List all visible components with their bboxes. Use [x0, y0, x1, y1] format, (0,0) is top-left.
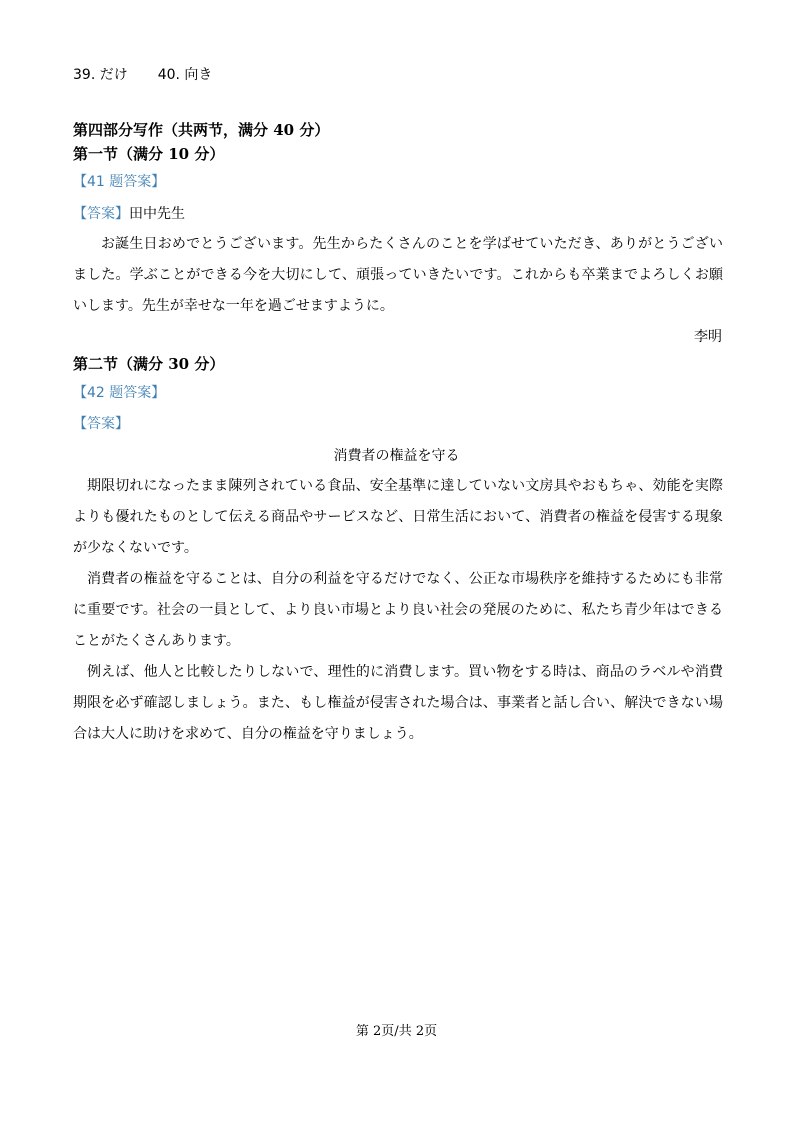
essay-paragraph-1: 期限切れになったまま陳列されている食品、安全基準に達していない文房具やおもちゃ、効能を実際よりも優れたものとして伝える商品やサービスなど、日常生活において、消費者の権益を侵害する現象が少なくないです。 [73, 478, 723, 556]
answer-label: 【答案】 [73, 206, 129, 222]
section2-title: 第二节（满分 30 分） [73, 355, 225, 373]
page-number: 第 2页/共 2页 [355, 1024, 438, 1039]
answer41-row [73, 204, 185, 224]
essay-paragraph-2: 消費者の権益を守ることは、自分の利益を守るだけでなく、公正な市場秩序を維持するためにも非常に重要です。社会の一員として、より良い市場とより良い社会の発展のために、私たち青少年はできることがたくさんあります。 [73, 571, 723, 649]
answer42-label: 【答案】 [73, 416, 129, 432]
answer-39: 39. だけ [73, 67, 128, 83]
essay-title: 消費者の権益を守る [333, 448, 460, 464]
question42-label: 【42 题答案】 [73, 385, 166, 401]
section1-title: 第一节（满分 10 分） [73, 145, 225, 163]
letter-greeting: 田中先生 [129, 206, 185, 222]
letter-body: お誕生日おめでとうございます。先生からたくさんのことを学ばせていただき、ありがとうございました。学ぶことができる今を大切にして、頑張っていきたいです。これからも卒業までよろしくお願いします。先生が幸せな一年を過ごせますように。 [73, 236, 723, 314]
letter-signature: 李明 [694, 329, 722, 345]
question41-label: 【41 题答案】 [73, 174, 166, 190]
top-answer-row [73, 65, 212, 85]
essay-paragraph-3: 例えば、他人と比較したりしないで、理性的に消費します。買い物をする時は、商品のラベルや消費期限を必ず確認しましょう。また、もし権益が侵害された場合は、事業者と話し合い、解決できない場合は大人に助けを求めて、自分の権益を守りましょう。 [73, 664, 723, 742]
answer-40: 40. 向き [157, 67, 213, 83]
part4-title: 第四部分写作（共两节，满分 40 分） [73, 121, 330, 139]
